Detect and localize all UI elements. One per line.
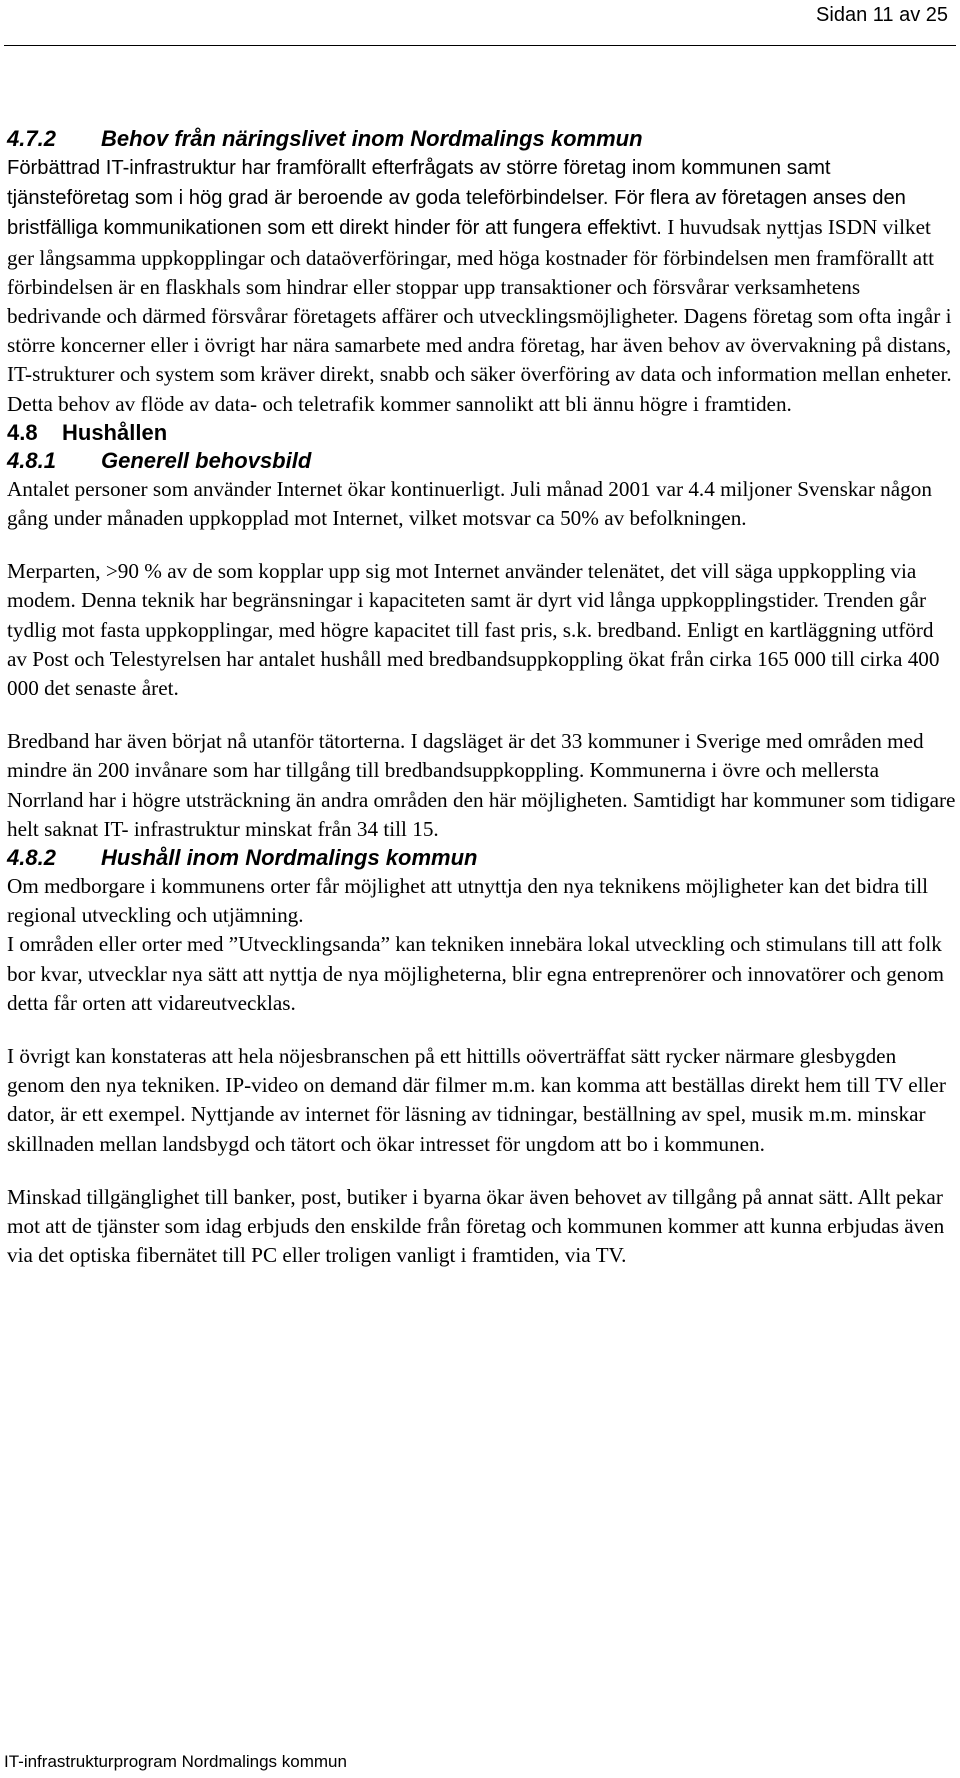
page-footer: IT-infrastrukturprogram Nordmalings kommun bbox=[4, 1752, 347, 1771]
paragraph-lead: Förbättrad IT-infrastruktur har framförallt efterfrågats av större företag inom kommunen samt tjänsteföretag som i hög grad är beroende av goda teleförbindelser. För flera av företagen anses den bristfälliga kommunikationen som ett direkt hinder för att fungera effektivt. bbox=[7, 157, 906, 240]
paragraph: Merparten, >90 % av de som kopplar upp sig mot Internet använder telenätet, det vill säga uppkoppling via modem. Denna teknik har begränsningar i kapaciteten samt är dyrt vid långa uppkopplingstider. Trenden går tydlig mot fasta uppkopplingar, med högre kapacitet till fast pris, s.k. bredband. Enligt en kartläggning utförd av Post och Telestyrelsen har antalet hushåll med bredbandsuppkoppling ökat från cirka 165 000 till cirka 400 000 det senaste året. bbox=[7, 559, 940, 701]
heading-number: 4.8 bbox=[7, 419, 38, 445]
heading-4-7-2 bbox=[7, 125, 957, 153]
heading-title: Hushållen bbox=[62, 419, 168, 445]
heading-title: Generell behovsbild bbox=[101, 447, 312, 473]
page-number: Sidan 11 av 25 bbox=[816, 4, 948, 26]
heading-number: 4.8.2 bbox=[7, 845, 56, 871]
heading-title: Behov från näringslivet inom Nordmalings kommun bbox=[101, 126, 643, 151]
header-divider bbox=[4, 45, 956, 46]
heading-number: 4.8.1 bbox=[7, 447, 56, 473]
heading-4-8-1 bbox=[7, 447, 957, 475]
paragraph: I övrigt kan konstateras att hela nöjesbranschen på ett hittills oöverträffat sätt rycker närmare glesbygden genom den nya tekniken. IP-video on demand där filmer m.m. kan komma att beställas direkt hem till TV eller dator, är ett exempel. Nyttjande av internet för läsning av tidningar, beställning av spel, musik m.m. minskar skillnaden mellan landsbygd och tätort och ökar intresset för ungdom att bo i kommunen. bbox=[7, 1044, 946, 1156]
paragraph: Om medborgare i kommunens orter får möjlighet att utnyttja den nya teknikens möjligheter kan det bidra till regional utveckling och utjämning. bbox=[7, 874, 929, 928]
paragraph-business-needs bbox=[7, 153, 957, 419]
paragraph: I områden eller orter med ”Utvecklingsanda” kan tekniken innebära lokal utveckling och stimulans till att folk bor kvar, utvecklar nya sätt att nyttja de nya möjligheterna, blir egna entreprenörer och innovatörer och genom detta får orten att vidareutvecklas. bbox=[7, 932, 944, 1015]
paragraph-tail: Dagens företag som ofta ingår i större koncerner eller i övrigt har nära samarbete med andra företag, har även behov av övervakning på distans, IT-strukturer och system som kräver direkt, snabb och säker överföring av data och information mellan enheter. Detta behov av flöde av data- och teletrafik kommer sannolikt att bli ännu högre i framtiden. bbox=[7, 304, 952, 416]
paragraph: Minskad tillgänglighet till banker, post, butiker i byarna ökar även behovet av tillgång på annat sätt. Allt pekar mot att de tjänster som idag erbjuds den enskilde från företag och kommunen kommer att kunna erbjudas även via det optiska fibernätet till PC eller troligen vanligt i framtiden, via TV. bbox=[7, 1184, 945, 1268]
heading-4-8-2 bbox=[7, 844, 957, 872]
paragraph: Bredband har även börjat nå utanför tätorterna. I dagsläget är det 33 kommuner i Sverige med områden med mindre än 200 invånare som har tillgång till bredbandsuppkoppling. Kommunerna i övre och mellersta Norrland har i högre utsträckning än andra områden den här möjligheten. Samtidigt har kommuner som tidigare helt saknat IT- infrastruktur minskat från 34 till 15. bbox=[7, 729, 956, 841]
heading-4-8 bbox=[7, 419, 957, 447]
heading-title: Hushåll inom Nordmalings kommun bbox=[101, 845, 478, 871]
paragraph: Antalet personer som använder Internet ökar kontinuerligt. Juli månad 2001 var 4.4 miljoner Svenskar någon gång under månaden uppkopplad mot Internet, vilket motsvar ca 50% av befolkningen. bbox=[7, 476, 932, 531]
page-content bbox=[7, 125, 957, 1271]
paragraph-body: I huvudsak nyttjas ISDN vilket ger långsamma uppkopplingar och dataöverföringar, med höga kostnader för förbindelsen men framförallt att förbindelsen är en flaskhals som hindrar eller stoppar upp transaktioner och försvårar verksamhetens bedrivande och därmed försvårar företagets affärer och utvecklingsmöjligheter. bbox=[7, 215, 934, 329]
heading-number: 4.7.2 bbox=[7, 126, 56, 151]
